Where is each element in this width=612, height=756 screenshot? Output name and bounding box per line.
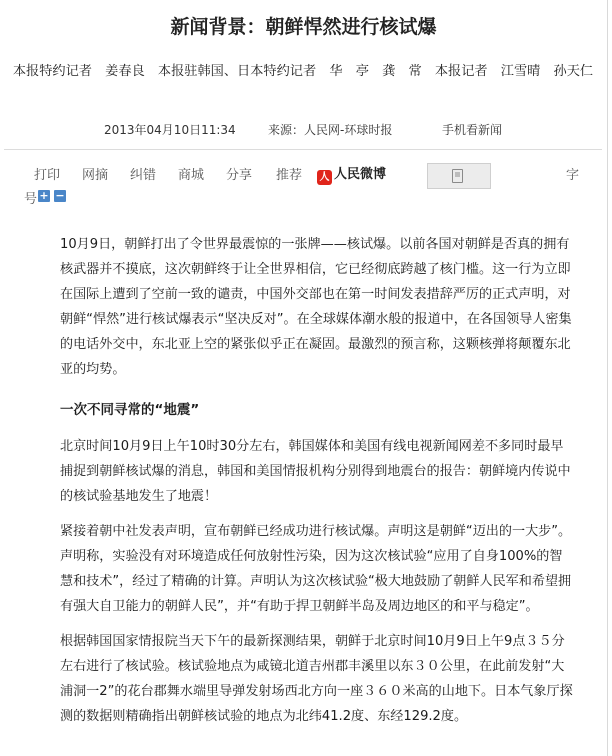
header-divider <box>4 149 602 150</box>
article-toolbar <box>0 155 607 207</box>
article-body <box>60 232 574 729</box>
publish-date: 2013年04月10日11:34 <box>104 123 236 137</box>
font-size-label-part1: 字 <box>566 168 580 183</box>
section-heading: 一次不同寻常的“地震” <box>60 402 200 418</box>
article-title: 新闻背景：朝鲜悍然进行核试爆 <box>170 16 437 38</box>
paragraph-3: 紧接着朝中社发表声明，宣布朝鲜已经成功进行核试爆。声明这是朝鲜“迈出的一大步”。声明称，实验没有对环境造成任何放射性污染，因为这次核试验“应用了自身100%的智慧和技术”，经过了精确的计算。声明认为这次核试验“极大地鼓励了朝鲜人民军和希望拥有强大自卫能力的朝鲜人民”，并“有助于捍卫朝鲜半岛及周边地区的和平与稳定”。 <box>60 524 572 614</box>
people-weibo-link[interactable] <box>317 163 386 185</box>
paragraph-2: 北京时间10月9日上午10时30分左右，韩国媒体和美国有线电视新闻网差不多同时最早捕捉到朝鲜核试爆的消息，韩国和美国情报机构分别得到地震台的报告：朝鲜境内传说中的核试验基地发生了地震！ <box>60 439 571 504</box>
paragraph-1: 10月9日，朝鲜打出了令世界最震惊的一张牌——核试爆。以前各国对朝鲜是否真的拥有核武器并不摸底，这次朝鲜终于让全世界相信，它已经彻底跨越了核门槛。这一行为立即在国际上遭到了空前一致的谴责，中国外交部也在第一时间发表措辞严厉的正式声明，对朝鲜“悍然”进行核试爆表示“坚决反对”。在全球媒体潮水般的报道中，在各国领导人密集的电话外交中，东北亚上空的紧张似乎正在凝固。最激烈的预言称，这颗核弹将颠覆东北亚的均势。 <box>60 237 572 377</box>
article-reporters: 本报特约记者 姜春良 本报驻韩国、日本特约记者 华 亭 龚 常 本报记者 江雪晴 孙天仁 <box>12 64 594 79</box>
share-link[interactable]: 分享 <box>226 168 253 183</box>
mobile-phone-icon <box>452 169 463 183</box>
mobile-view-button[interactable] <box>427 163 491 189</box>
weibo-label: 人民微博 <box>334 167 387 182</box>
font-size-label-part2: 号 <box>24 192 38 207</box>
article-source[interactable]: 来源：人民网-环球时报 <box>268 123 393 137</box>
font-increase-button[interactable]: + <box>39 189 49 202</box>
font-decrease-button[interactable]: − <box>55 189 65 202</box>
correct-error-link[interactable]: 纠错 <box>130 168 157 183</box>
mobile-news-link[interactable]: 手机看新闻 <box>442 123 503 137</box>
web-share-link[interactable]: 网摘 <box>82 168 109 183</box>
print-link[interactable]: 打印 <box>34 168 61 183</box>
mall-link[interactable]: 商城 <box>178 168 205 183</box>
recommend-link[interactable]: 推荐 <box>276 168 303 183</box>
weibo-logo-icon: 人 <box>317 170 332 185</box>
paragraph-4: 根据韩国国家情报院当天下午的最新探测结果，朝鲜于北京时间10月9日上午9点３５分左右进行了核试验。核试验地点为咸镜北道吉州郡丰溪里以东３０公里，在此前发射“大浦洞一2”的花台郡舞水端里导弹发射场西北方向一座３６０米高的山地下。日本气象厅探测的数据则精确指出朝鲜核试验的地点为北纬41.2度、东经129.2度。 <box>60 634 573 724</box>
